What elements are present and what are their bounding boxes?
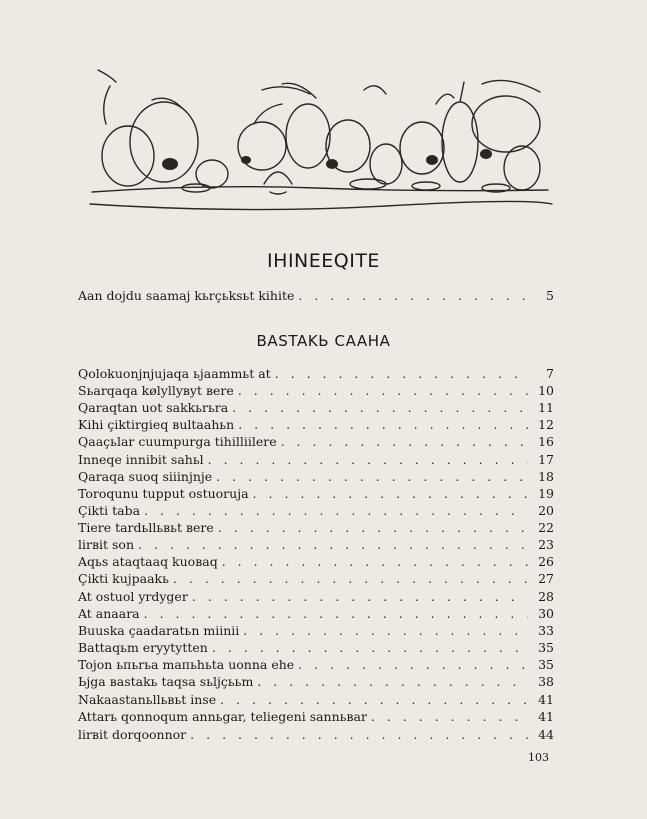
toc-entry-title: lirвit dorqoonnor [78,727,187,742]
toc-entry-page: 27 [538,571,554,586]
toc-entry-title: Aan dojdu saamaj kьrçьksьt kihite [78,288,295,303]
toc-entry[interactable] [78,520,554,535]
leader-dots [243,623,528,638]
toc-entry[interactable] [78,709,554,724]
toc-entry-title: At ostuol yrdyger [78,589,188,604]
toc-entry-title: Qaraqtan uot sakkьrьra [78,400,229,415]
toc-entry-page: 26 [538,554,554,569]
leader-dots [208,452,528,467]
feast-illustration [86,64,554,224]
toc-entry-title: Tojon ьпьrьa mапьhьta uonna ehe [78,657,295,672]
toc-entry-page: 20 [538,503,554,518]
toc-entry[interactable] [78,623,554,638]
leader-dots [144,503,528,518]
toc-entry[interactable] [78,554,554,569]
toc-entry-page: 41 [538,692,554,707]
toc-entry-page: 35 [538,657,554,672]
toc-entry-title: Inneqe innibit sahьl [78,452,204,467]
leader-dots [281,434,528,449]
toc-entry-page: 17 [538,452,554,467]
toc-entry-title: Nakaastanьllьвьt inse [78,692,217,707]
toc-entry-page: 7 [546,366,554,381]
leader-dots [144,606,528,621]
toc-entry[interactable] [78,383,554,398]
toc-entry[interactable] [78,589,554,604]
toc-entry[interactable] [78,366,554,381]
toc-entry[interactable] [78,486,554,501]
page-number: 103 [528,751,549,764]
toc-entry[interactable] [78,469,554,484]
contents-heading: IHINEEQITE [267,250,380,272]
toc-entry[interactable] [78,606,554,621]
leader-dots [298,657,528,672]
leader-dots [212,640,528,655]
toc-entry-title: Kihi çiktirgieq вultaahьn [78,417,235,432]
leader-dots [173,571,528,586]
toc-entry-page: 35 [538,640,554,655]
toc-entry-title: Attarь qonnoqum annьgar, teliegeni sannьвar [78,709,367,724]
toc-entry-title: Ьjga вastakь taqsa sьljçььm [78,674,254,689]
toc-entry-title: lirвit son [78,537,134,552]
toc-entry-title: Aqьs ataqtaaq kuoвaq [78,554,218,569]
toc-entry-page: 19 [538,486,554,501]
toc-entry-page: 23 [538,537,554,552]
toc-entry-page: 16 [538,434,554,449]
toc-entry-page: 30 [538,606,554,621]
leader-dots [298,288,528,303]
toc-entry-title: Çikti taba [78,503,141,518]
toc-entry-page: 41 [538,709,554,724]
leader-dots [220,692,528,707]
toc-entry-page: 10 [538,383,554,398]
toc-entry-title: At anaara [78,606,140,621]
toc-entry-title: Battaqьm eryytytten [78,640,208,655]
toc-entry[interactable] [78,640,554,655]
leader-dots [238,417,528,432]
toc-entry-title: Çikti kujpaakь [78,571,169,586]
leader-dots [190,727,528,742]
toc-entry[interactable] [78,674,554,689]
section-heading: BASTAKЬ CAAHA [256,332,391,350]
toc-entry-title: Tiere tardьllьвьt вere [78,520,214,535]
toc-entry[interactable] [78,657,554,672]
toc-entry-intro[interactable] [78,288,554,303]
leader-dots [232,400,528,415]
toc-entry-page: 28 [538,589,554,604]
toc-entry-title: Sьarqaqa kølyllyвyt вere [78,383,234,398]
toc-entry[interactable] [78,434,554,449]
toc-entry-page: 22 [538,520,554,535]
toc-entry[interactable] [78,503,554,518]
toc-entry-page: 11 [538,400,554,415]
toc-entry[interactable] [78,537,554,552]
toc-entry[interactable] [78,452,554,467]
toc-entry[interactable] [78,571,554,586]
toc-entry-title: Buuska çaadaratьn miinii [78,623,240,638]
toc-entry-page: 12 [538,417,554,432]
toc-entry[interactable] [78,400,554,415]
toc-entry-page: 33 [538,623,554,638]
leader-dots [222,554,528,569]
leader-dots [253,486,528,501]
leader-dots [257,674,528,689]
leader-dots [218,520,528,535]
leader-dots [216,469,528,484]
toc-entry-title: Qolokuonjnjujaqa ьjaammьt at [78,366,271,381]
leader-dots [138,537,528,552]
toc-entry-title: Qaaçьlar cuumpurga tihilliilere [78,434,277,449]
toc-entry[interactable] [78,727,554,742]
leader-dots [238,383,528,398]
toc-entry-title: Toroqunu tupput ostuoruja [78,486,249,501]
toc-entry-page: 18 [538,469,554,484]
toc-entry[interactable] [78,692,554,707]
leader-dots [275,366,528,381]
leader-dots [192,589,528,604]
toc-entry-page: 44 [538,727,554,742]
leader-dots [371,709,528,724]
toc-entry-page: 5 [546,288,554,303]
toc-entry-title: Qaraqa suoq siiinjnje [78,469,213,484]
toc-entry[interactable] [78,417,554,432]
toc-entry-page: 38 [538,674,554,689]
